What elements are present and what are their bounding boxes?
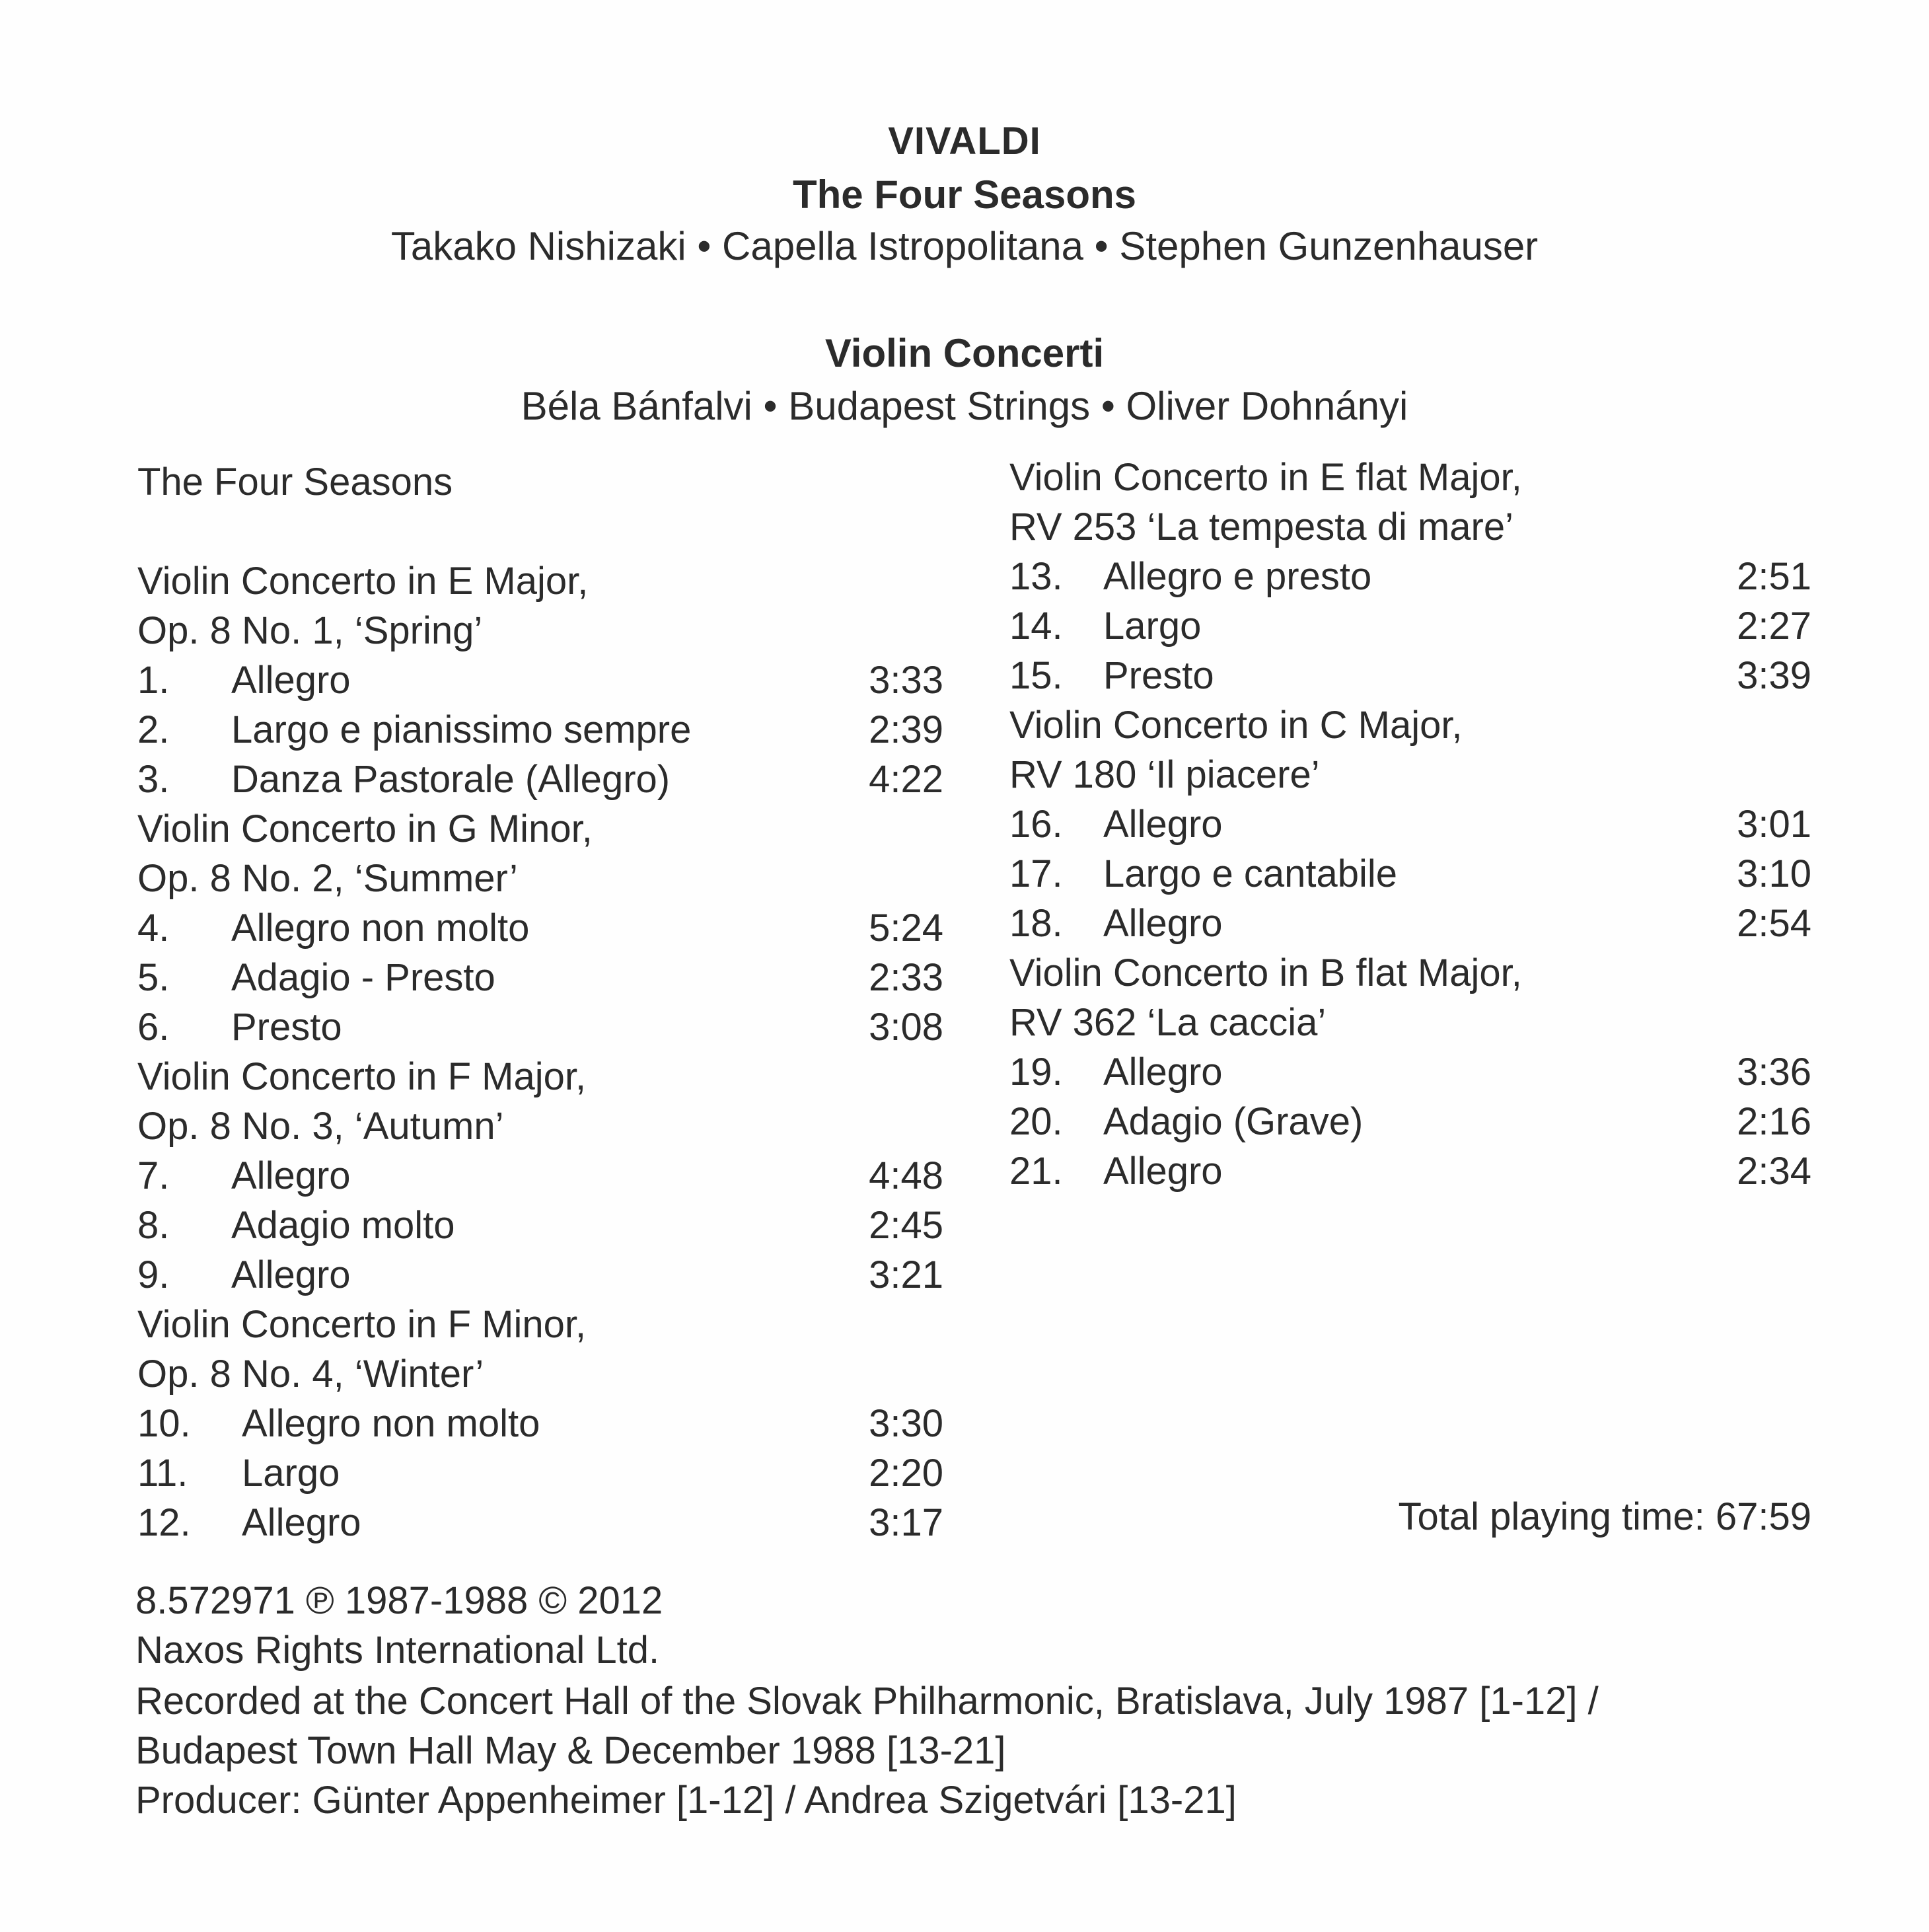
track-title: Adagio molto [231,1204,455,1247]
track-number: 5. [137,956,170,999]
track-row [137,1250,943,1300]
track-number: 18. [1009,902,1063,945]
track-row [137,903,943,953]
track-number: 6. [137,1006,170,1049]
concerto-heading: Violin Concerto in E Major, [137,560,589,603]
concerto-subheading: Op. 8 No. 2, ‘Summer’ [137,857,518,900]
track-number: 10. [137,1402,191,1445]
track-row [137,1399,943,1448]
track-duration: 3:08 [869,1006,943,1049]
track-row [137,655,943,705]
track-title: Allegro [1103,1150,1223,1193]
track-number: 21. [1009,1150,1063,1193]
track-duration: 3:36 [1737,1051,1811,1094]
track-duration: 2:39 [869,708,943,751]
track-number: 11. [137,1452,188,1495]
track-duration: 2:33 [869,956,943,999]
track-row [1009,1146,1811,1196]
rights-holder: Naxos Rights International Ltd. [135,1629,660,1672]
track-row [137,953,943,1002]
track-number: 17. [1009,852,1063,895]
work2-performers: Béla Bánfalvi • Budapest Strings • Oliver Dohnányi [521,384,1408,428]
track-row [1009,651,1811,700]
track-title: Allegro [231,659,351,702]
track-row [1009,1047,1811,1097]
track-title: Presto [1103,654,1214,697]
track-row [1009,799,1811,849]
total-playing-time: Total playing time: 67:59 [1398,1495,1811,1538]
track-title: Allegro [231,1154,351,1197]
track-title: Allegro non molto [242,1402,540,1445]
track-title: Allegro [231,1253,351,1296]
track-title: Adagio - Presto [231,956,495,999]
track-title: Adagio (Grave) [1103,1100,1364,1143]
track-title: Allegro [242,1501,361,1544]
track-duration: 4:22 [869,758,943,801]
track-duration: 5:24 [869,907,943,949]
track-row [137,755,943,804]
track-duration: 2:45 [869,1204,943,1247]
track-row [137,1002,943,1052]
track-row [1009,601,1811,651]
section-title: The Four Seasons [137,461,453,503]
track-duration: 3:39 [1737,654,1811,697]
track-row [1009,899,1811,948]
track-duration: 2:16 [1737,1100,1811,1143]
track-duration: 2:27 [1737,605,1811,648]
track-duration: 4:48 [869,1154,943,1197]
track-duration: 2:20 [869,1452,943,1495]
track-title: Allegro [1103,803,1223,846]
track-number: 3. [137,758,170,801]
track-title: Allegro non molto [231,907,530,949]
track-title: Largo e pianissimo sempre [231,708,692,751]
track-row [1009,1097,1811,1146]
concerto-heading: Violin Concerto in G Minor, [137,807,593,850]
track-title: Allegro [1103,1051,1223,1094]
work1-performers: Takako Nishizaki • Capella Istropolitana • Stephen Gunzenhauser [390,224,1539,268]
recording-venue-2: Budapest Town Hall May & December 1988 [13-21] [135,1729,1006,1772]
track-duration: 2:34 [1737,1150,1811,1193]
track-title: Largo [242,1452,340,1495]
track-row [137,1201,943,1250]
track-number: 2. [137,708,170,751]
track-number: 20. [1009,1100,1063,1143]
concerto-heading: Violin Concerto in F Major, [137,1055,587,1098]
track-title: Danza Pastorale (Allegro) [231,758,671,801]
track-number: 15. [1009,654,1063,697]
track-number: 9. [137,1253,170,1296]
concerto-heading: Violin Concerto in F Minor, [137,1303,587,1346]
track-number: 8. [137,1204,170,1247]
track-number: 13. [1009,555,1063,598]
track-title: Presto [231,1006,342,1049]
track-duration: 2:51 [1737,555,1811,598]
track-row [137,1448,943,1498]
producer-credit: Producer: Günter Appenheimer [1-12] / Andrea Szigetvári [13-21] [135,1779,1237,1822]
track-row [1009,849,1811,899]
concerto-subheading: Op. 8 No. 4, ‘Winter’ [137,1353,484,1395]
concerto-subheading: RV 180 ‘Il piacere’ [1009,753,1320,796]
track-duration: 3:01 [1737,803,1811,846]
track-row [137,705,943,755]
track-title: Allegro e presto [1103,555,1372,598]
track-duration: 3:17 [869,1501,943,1544]
concerto-subheading: Op. 8 No. 1, ‘Spring’ [137,609,483,652]
track-number: 19. [1009,1051,1063,1094]
concerto-heading: Violin Concerto in B flat Major, [1009,951,1522,994]
track-duration: 3:33 [869,659,943,702]
track-title: Allegro [1103,902,1223,945]
concerto-subheading: RV 253 ‘La tempesta di mare’ [1009,505,1514,548]
composer-heading: VIVALDI [888,120,1041,163]
track-number: 14. [1009,605,1063,648]
track-number: 16. [1009,803,1063,846]
track-number: 7. [137,1154,170,1197]
track-title: Largo e cantabile [1103,852,1397,895]
concerto-heading: Violin Concerto in C Major, [1009,704,1463,747]
track-duration: 3:30 [869,1402,943,1445]
track-number: 1. [137,659,170,702]
concerto-subheading: Op. 8 No. 3, ‘Autumn’ [137,1105,504,1148]
track-row [137,1498,943,1547]
recording-venue-1: Recorded at the Concert Hall of the Slovak Philharmonic, Bratislava, July 1987 [1-12] / [135,1680,1599,1723]
track-row [137,1151,943,1201]
work1-title: The Four Seasons [792,172,1137,217]
track-duration: 3:10 [1737,852,1811,895]
work2-title: Violin Concerti [824,331,1105,375]
track-duration: 2:54 [1737,902,1811,945]
track-row [1009,552,1811,601]
track-number: 4. [137,907,170,949]
concerto-heading: Violin Concerto in E flat Major, [1009,456,1522,499]
track-title: Largo [1103,605,1202,648]
track-duration: 3:21 [869,1253,943,1296]
catalog-copyright: 8.572971 ℗ 1987-1988 © 2012 [135,1579,663,1622]
concerto-subheading: RV 362 ‘La caccia’ [1009,1001,1327,1044]
track-number: 12. [137,1501,191,1544]
